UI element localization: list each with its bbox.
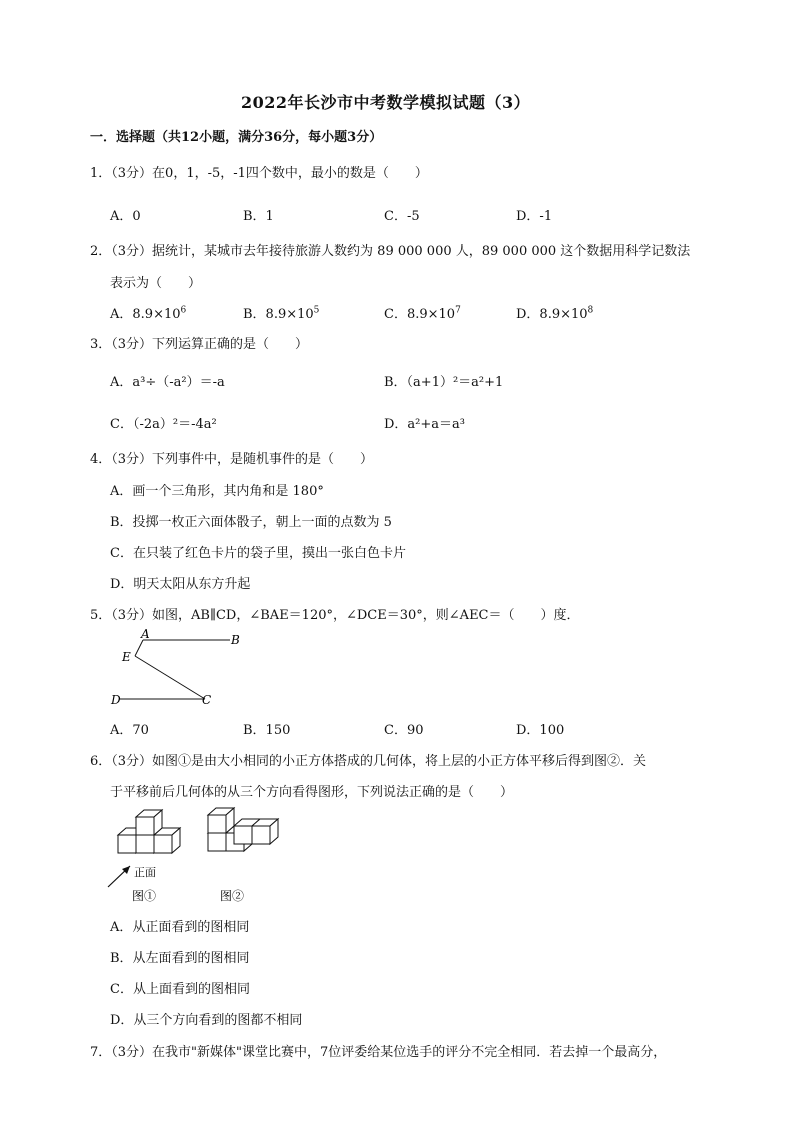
question-6-stem-cont: 于平移前后几何体的从三个方向看得图形，下列说法正确的是（ ） <box>110 785 514 800</box>
q4-option-b: B．投掷一枚正六面体骰子，朝上一面的点数为 5 <box>110 515 392 530</box>
question-7-stem: 7．（3分）在我市"新媒体"课堂比赛中，7位评委给某位选手的评分不完全相同．若去掉一个最高分， <box>90 1045 667 1060</box>
q4-option-c: C．在只装了红色卡片的袋子里，摸出一张白色卡片 <box>110 546 406 561</box>
q1-option-b: B．1 <box>243 209 274 224</box>
line-ec <box>135 656 205 699</box>
q2-option-d-exp: 8 <box>587 305 594 316</box>
q6-option-b: B．从左面看到的图相同 <box>110 951 250 966</box>
front-label: 正面 <box>134 866 156 879</box>
q2-option-d <box>516 303 593 322</box>
line-ae <box>135 640 143 656</box>
section-heading: 一．选择题（共12小题，满分36分，每小题3分） <box>90 130 383 145</box>
q3-option-a: A．a³÷（-a²）＝-a <box>110 375 225 390</box>
q5-option-a: A．70 <box>110 723 149 738</box>
q4-option-d: D．明天太阳从东方升起 <box>110 577 251 592</box>
q2-option-d-base: D．8.9×10 <box>516 307 588 322</box>
q3-option-d: D．a²+a＝a³ <box>384 417 465 432</box>
q1-option-c: C．-5 <box>384 209 420 224</box>
q5-parallel-lines-figure <box>105 626 245 710</box>
fig2-label: 图② <box>220 889 245 903</box>
q2-option-b-base: B．8.9×10 <box>243 307 314 322</box>
question-5-stem: 5．（3分）如图，AB∥CD，∠BAE＝120°，∠DCE＝30°，则∠AEC＝（ ）度． <box>90 608 580 623</box>
question-4-stem: 4．（3分）下列事件中，是随机事件的是（ ） <box>90 452 374 467</box>
label-c: C <box>202 693 212 707</box>
q2-option-b <box>243 303 319 322</box>
q3-option-c: C．（-2a）²＝-4a² <box>110 417 217 432</box>
q2-option-a <box>110 303 186 322</box>
question-2-stem: 2．（3分）据统计，某城市去年接待旅游人数约为 89 000 000 人，89 000 000 这个数据用科学记数法 <box>90 244 691 259</box>
q2-option-c-exp: 7 <box>455 305 461 316</box>
figure-1-cubes <box>118 810 180 853</box>
label-e: E <box>122 650 131 664</box>
label-b: B <box>231 633 240 647</box>
q6-option-c: C．从上面看到的图相同 <box>110 982 250 997</box>
q4-option-a: A．画一个三角形，其内角和是 180° <box>110 484 324 499</box>
figure-2-cubes <box>208 808 278 851</box>
question-6-stem: 6．（3分）如图①是由大小相同的小正方体搭成的几何体，将上层的小正方体平移后得到图②．关 <box>90 754 647 769</box>
q2-option-a-base: A．8.9×10 <box>110 307 181 322</box>
fig1-label: 图① <box>132 889 157 903</box>
q2-option-a-exp: 6 <box>180 305 187 316</box>
q1-option-d: D．-1 <box>516 209 553 224</box>
page-title: 2022年长沙市中考数学模拟试题（3） <box>241 93 531 112</box>
question-1-stem: 1．（3分）在0，1，-5，-1四个数中，最小的数是（ ） <box>90 166 428 181</box>
question-3-stem: 3．（3分）下列运算正确的是（ ） <box>90 337 309 352</box>
q2-option-c <box>384 303 461 322</box>
label-a: A <box>141 627 150 641</box>
q5-option-c: C．90 <box>384 723 424 738</box>
q6-cubes-figure <box>100 802 300 906</box>
q3-option-b: B．（a+1）²＝a²+1 <box>384 375 504 390</box>
q2-option-b-exp: 5 <box>313 305 320 316</box>
q5-option-d: D．100 <box>516 723 565 738</box>
q2-option-c-base: C．8.9×10 <box>384 307 456 322</box>
q6-option-a: A．从正面看到的图相同 <box>110 920 250 935</box>
q5-option-b: B．150 <box>243 723 291 738</box>
q1-option-a: A．0 <box>110 209 141 224</box>
label-d: D <box>111 693 121 707</box>
q6-option-d: D．从三个方向看到的图都不相同 <box>110 1013 303 1028</box>
question-2-stem-cont: 表示为（ ） <box>110 276 202 291</box>
